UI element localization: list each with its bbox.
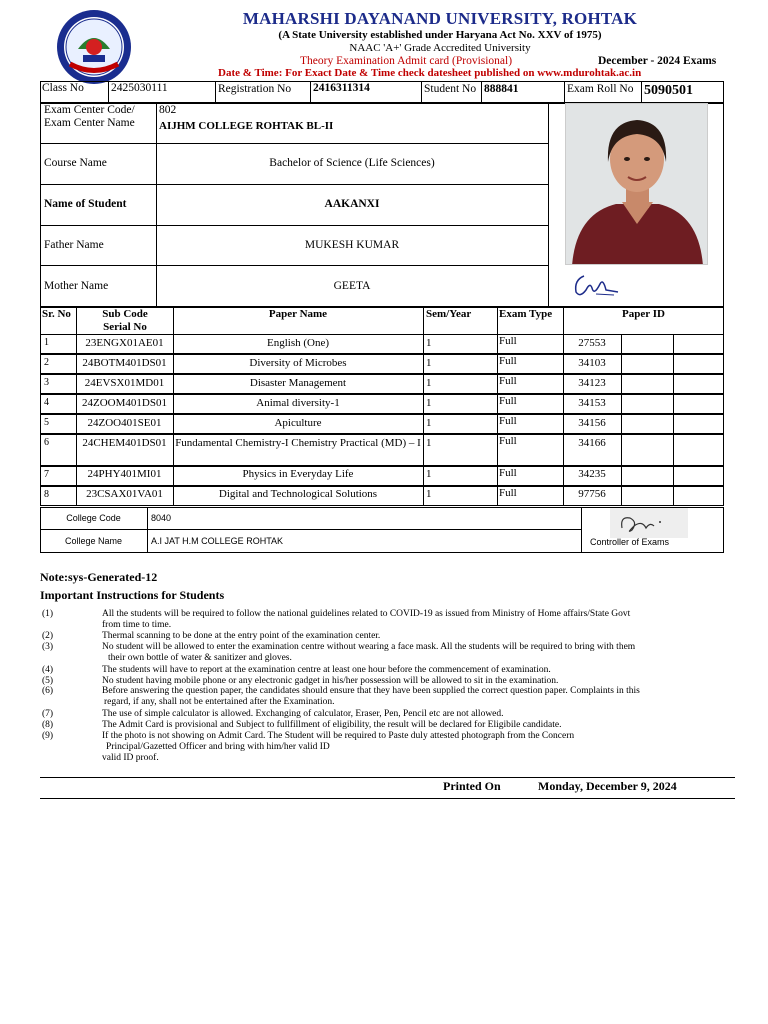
row7-type: Full <box>499 467 517 479</box>
instr-num-4: (4) <box>42 665 54 675</box>
student-photo <box>565 103 708 265</box>
col-sub-code: Sub Code Serial No <box>102 308 148 333</box>
row6-id: 34166 <box>578 437 606 449</box>
row3-code: 24EVSX01MD01 <box>84 377 165 389</box>
row2-sr: 2 <box>44 357 49 368</box>
class-no-label: Class No <box>42 82 84 94</box>
instr-5-line1: No student having mobile phone or any electronic gadget in his/her possession will be allowed to sit in the examination. <box>102 676 559 686</box>
instructions-title: Important Instructions for Students <box>40 588 225 602</box>
col-sr-no: Sr. No <box>42 308 71 320</box>
instr-3-line1: No student will be allowed to enter the examination centre without wearing a face mask. All the students will be required to bring with them <box>102 642 636 652</box>
row7-name: Physics in Everyday Life <box>242 468 354 480</box>
row4-type: Full <box>499 395 517 407</box>
exam-session: December - 2024 Exams <box>598 55 717 67</box>
registration-label: Registration No <box>218 83 292 95</box>
row6-type: Full <box>499 435 517 447</box>
row4-name: Animal diversity-1 <box>256 397 340 409</box>
date-time-note: Date & Time: For Exact Date & Time check datesheet published on www.mdurohtak.ac.in <box>218 67 642 79</box>
col-paper-name: Paper Name <box>268 308 328 320</box>
row5-sem: 1 <box>426 417 432 429</box>
row6-sr: 6 <box>44 437 49 448</box>
row6-sem: 1 <box>426 437 432 449</box>
col-sem-year: Sem/Year <box>426 308 472 320</box>
row7-sem: 1 <box>426 468 432 480</box>
row2-type: Full <box>499 355 517 367</box>
row7-id: 34235 <box>578 468 606 480</box>
row3-name: Disaster Management <box>249 377 347 389</box>
student-name: AAKANXI <box>324 198 380 210</box>
row5-type: Full <box>499 415 517 427</box>
row5-code: 24ZOO401SE01 <box>87 417 162 429</box>
row8-code: 23CSAX01VA01 <box>86 488 163 500</box>
row4-sr: 4 <box>44 397 49 408</box>
center-label: Exam Center Code/ Exam Center Name <box>44 104 135 129</box>
card-title: Theory Examination Admit card (Provisional) <box>300 55 513 67</box>
roll-no-label: Exam Roll No <box>567 83 634 95</box>
row1-sem: 1 <box>426 337 432 349</box>
instr-num-6: (6) <box>42 686 54 696</box>
center-code: 802 <box>159 104 177 116</box>
row3-sr: 3 <box>44 377 49 388</box>
row1-name: English (One) <box>266 337 329 349</box>
system-note: Note:sys-Generated-12 <box>40 570 158 584</box>
row2-name: Diversity of Microbes <box>249 357 347 369</box>
instr-2-line1: Thermal scanning to be done at the entry point of the examination center. <box>102 631 381 641</box>
university-logo <box>56 9 132 85</box>
student-no-label: Student No <box>424 83 477 95</box>
col-paper-id: Paper ID <box>622 308 665 320</box>
footer-rule-top <box>40 777 735 778</box>
row6-name: Fundamental Chemistry-I Chemistry Practical (MD) – I <box>175 437 421 449</box>
row1-type: Full <box>499 335 517 347</box>
row2-sem: 1 <box>426 357 432 369</box>
instr-num-5: (5) <box>42 676 54 686</box>
registration-no: 2416311314 <box>313 82 370 94</box>
college-name-label: College Name <box>64 536 123 546</box>
row3-sem: 1 <box>426 377 432 389</box>
controller-label: Controller of Exams <box>590 537 670 547</box>
row4-sem: 1 <box>426 397 432 409</box>
row7-code: 24PHY401MI01 <box>87 468 162 480</box>
row1-id: 27553 <box>578 337 606 349</box>
instr-6-line2: regard, if any, shall not be entertained after the Examination. <box>104 697 335 707</box>
college-code: 8040 <box>151 513 172 523</box>
instr-num-1: (1) <box>42 609 54 619</box>
student-signature <box>570 268 630 302</box>
instr-6-line1: Before answering the question paper, the candidates should ensure that they have been supplied the correct question paper. Complaints in this <box>102 686 640 696</box>
accreditation-line: NAAC 'A+' Grade Accredited University <box>349 42 531 54</box>
instr-3-line2: their own bottle of water & sanitizer and gloves. <box>108 653 292 663</box>
row5-id: 34156 <box>578 417 606 429</box>
row3-type: Full <box>499 375 517 387</box>
college-code-label: College Code <box>66 513 121 523</box>
instr-8-line1: The Admit Card is provisional and Subject to fullfillment of eligibility, the result will be declared for Eligibile candidate. <box>102 720 562 730</box>
row2-code: 24BOTM401DS01 <box>82 357 167 369</box>
controller-signature <box>610 508 688 538</box>
row1-code: 23ENGX01AE01 <box>85 337 164 349</box>
father-label: Father Name <box>44 239 104 251</box>
course-label: Course Name <box>44 157 107 169</box>
college-name: A.I JAT H.M COLLEGE ROHTAK <box>151 536 284 546</box>
instr-9-line2: Principal/Gazetted Officer and bring with him/her valid ID <box>106 742 330 752</box>
student-label: Name of Student <box>44 198 127 210</box>
class-no: 2425030111 <box>111 82 168 94</box>
row4-id: 34153 <box>578 397 606 409</box>
row8-sem: 1 <box>426 488 432 500</box>
row5-sr: 5 <box>44 417 49 428</box>
row5-name: Apiculture <box>274 417 322 429</box>
course-name: Bachelor of Science (Life Sciences) <box>269 157 435 169</box>
instr-9-line1: If the photo is not showing on Admit Card. The Student will be required to Paste duly attested photograph from the Concern <box>102 731 575 741</box>
roll-no: 5090501 <box>644 83 693 98</box>
row8-type: Full <box>499 487 517 499</box>
row1-sr: 1 <box>44 337 49 348</box>
instr-num-8: (8) <box>42 720 54 730</box>
established-line: (A State University established under Haryana Act No. XXV of 1975) <box>278 29 602 41</box>
row8-sr: 8 <box>44 489 49 500</box>
instr-num-3: (3) <box>42 642 54 652</box>
instr-9-line3: valid ID proof. <box>102 753 159 763</box>
row4-code: 24ZOOM401DS01 <box>82 397 167 409</box>
row8-id: 97756 <box>578 488 606 500</box>
mother-name: GEETA <box>333 280 371 292</box>
instr-num-9: (9) <box>42 731 54 741</box>
instr-num-2: (2) <box>42 631 54 641</box>
instr-1-line1: All the students will be required to follow the national guidelines related to COVID-19 as issued from Ministry of Home affairs/State Govt <box>102 609 631 619</box>
father-name: MUKESH KUMAR <box>304 239 400 251</box>
center-name: AIJHM COLLEGE ROHTAK BL-II <box>159 120 334 132</box>
row8-name: Digital and Technological Solutions <box>218 488 378 500</box>
instr-4-line1: The students will have to report at the examination centre at least one hour before the commencement of examination. <box>102 665 551 675</box>
printed-date: Monday, December 9, 2024 <box>538 779 677 793</box>
row6-code: 24CHEM401DS01 <box>82 437 167 449</box>
instr-num-7: (7) <box>42 709 54 719</box>
university-name: MAHARSHI DAYANAND UNIVERSITY, ROHTAK <box>242 9 638 28</box>
printed-label: Printed On <box>443 779 501 793</box>
mother-label: Mother Name <box>44 280 109 292</box>
row7-sr: 7 <box>44 469 49 480</box>
row2-id: 34103 <box>578 357 606 369</box>
instr-1-line2: from time to time. <box>102 620 172 630</box>
col-exam-type: Exam Type <box>499 308 553 320</box>
footer-rule-bottom <box>40 798 735 799</box>
student-no: 888841 <box>484 83 519 95</box>
row3-id: 34123 <box>578 377 606 389</box>
instr-7-line1: The use of simple calculator is allowed. Exchanging of calculator, Eraser, Pen, Pencil etc are not allowed. <box>102 709 504 719</box>
